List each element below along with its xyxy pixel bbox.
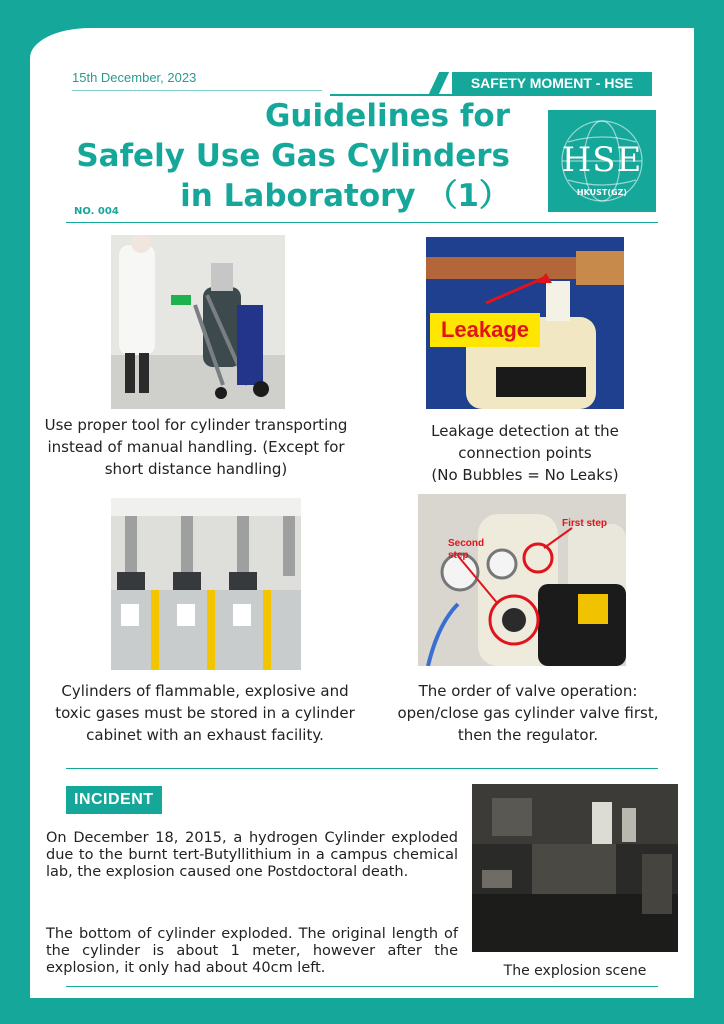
incident-paragraph-1: On December 18, 2015, a hydrogen Cylinder exploded due to the burnt tert-Butyllithium in a campus chemical lab, the explosion caused one Postdoctoral death.	[46, 830, 458, 880]
date: 15th December, 2023	[72, 70, 197, 85]
first-step-label: First step	[562, 518, 608, 529]
photo-gas-cabinets	[111, 498, 301, 670]
logo-subtext: HKUST(GZ)	[576, 188, 628, 197]
caption-line: cabinet with an exhaust facility.	[86, 726, 324, 744]
caption-line: Leakage detection at the	[431, 422, 619, 440]
page-title	[76, 96, 510, 216]
caption-line: The order of valve operation:	[418, 682, 638, 700]
photo-leak-detection	[426, 237, 624, 409]
photo-valve-order	[418, 494, 626, 666]
title-line: Guidelines for	[264, 98, 510, 134]
document-page	[30, 28, 694, 998]
caption-line: connection points	[458, 444, 592, 462]
badge-label: SAFETY MOMENT - HSE	[452, 72, 652, 94]
header-divider	[66, 222, 658, 223]
leakage-label: Leakage	[440, 317, 530, 342]
section-divider	[66, 768, 658, 769]
footer-divider	[66, 986, 658, 987]
explosion-caption: The explosion scene	[503, 963, 647, 979]
badge-slash	[429, 72, 449, 94]
caption-line: toxic gases must be stored in a cylinder	[55, 704, 355, 722]
caption-line: Cylinders of flammable, explosive and	[61, 682, 349, 700]
caption-line: open/close gas cylinder valve first,	[397, 704, 659, 722]
caption-cabinet	[44, 680, 366, 746]
title-line: Safely Use Gas Cylinders	[76, 138, 510, 174]
title-line: in Laboratory （1）	[180, 178, 510, 214]
photo-explosion-scene	[472, 784, 678, 952]
caption-line: (No Bubbles = No Leaks)	[431, 466, 619, 484]
caption-line: then the regulator.	[457, 726, 599, 744]
caption-transport	[36, 414, 356, 480]
issue-number: NO. 004	[74, 206, 119, 217]
incident-paragraph-2: The bottom of cylinder exploded. The original length of the cylinder is about 1 meter, however after the explosion, it only had about 40cm left.	[46, 926, 458, 976]
caption-line: Use proper tool for cylinder transporting	[44, 416, 348, 434]
logo-text: HSE	[561, 140, 643, 180]
caption-leak	[380, 420, 670, 486]
caption-valve	[380, 680, 676, 746]
photo-cylinder-trolley	[111, 235, 285, 409]
caption-line: short distance handling)	[104, 460, 288, 478]
section-badge	[422, 72, 652, 94]
second-step-label: Second step	[448, 538, 485, 561]
incident-heading: INCIDENT	[66, 786, 162, 814]
caption-line: instead of manual handling. (Except for	[47, 438, 345, 456]
hse-logo	[548, 110, 656, 212]
date-underline	[72, 90, 322, 91]
